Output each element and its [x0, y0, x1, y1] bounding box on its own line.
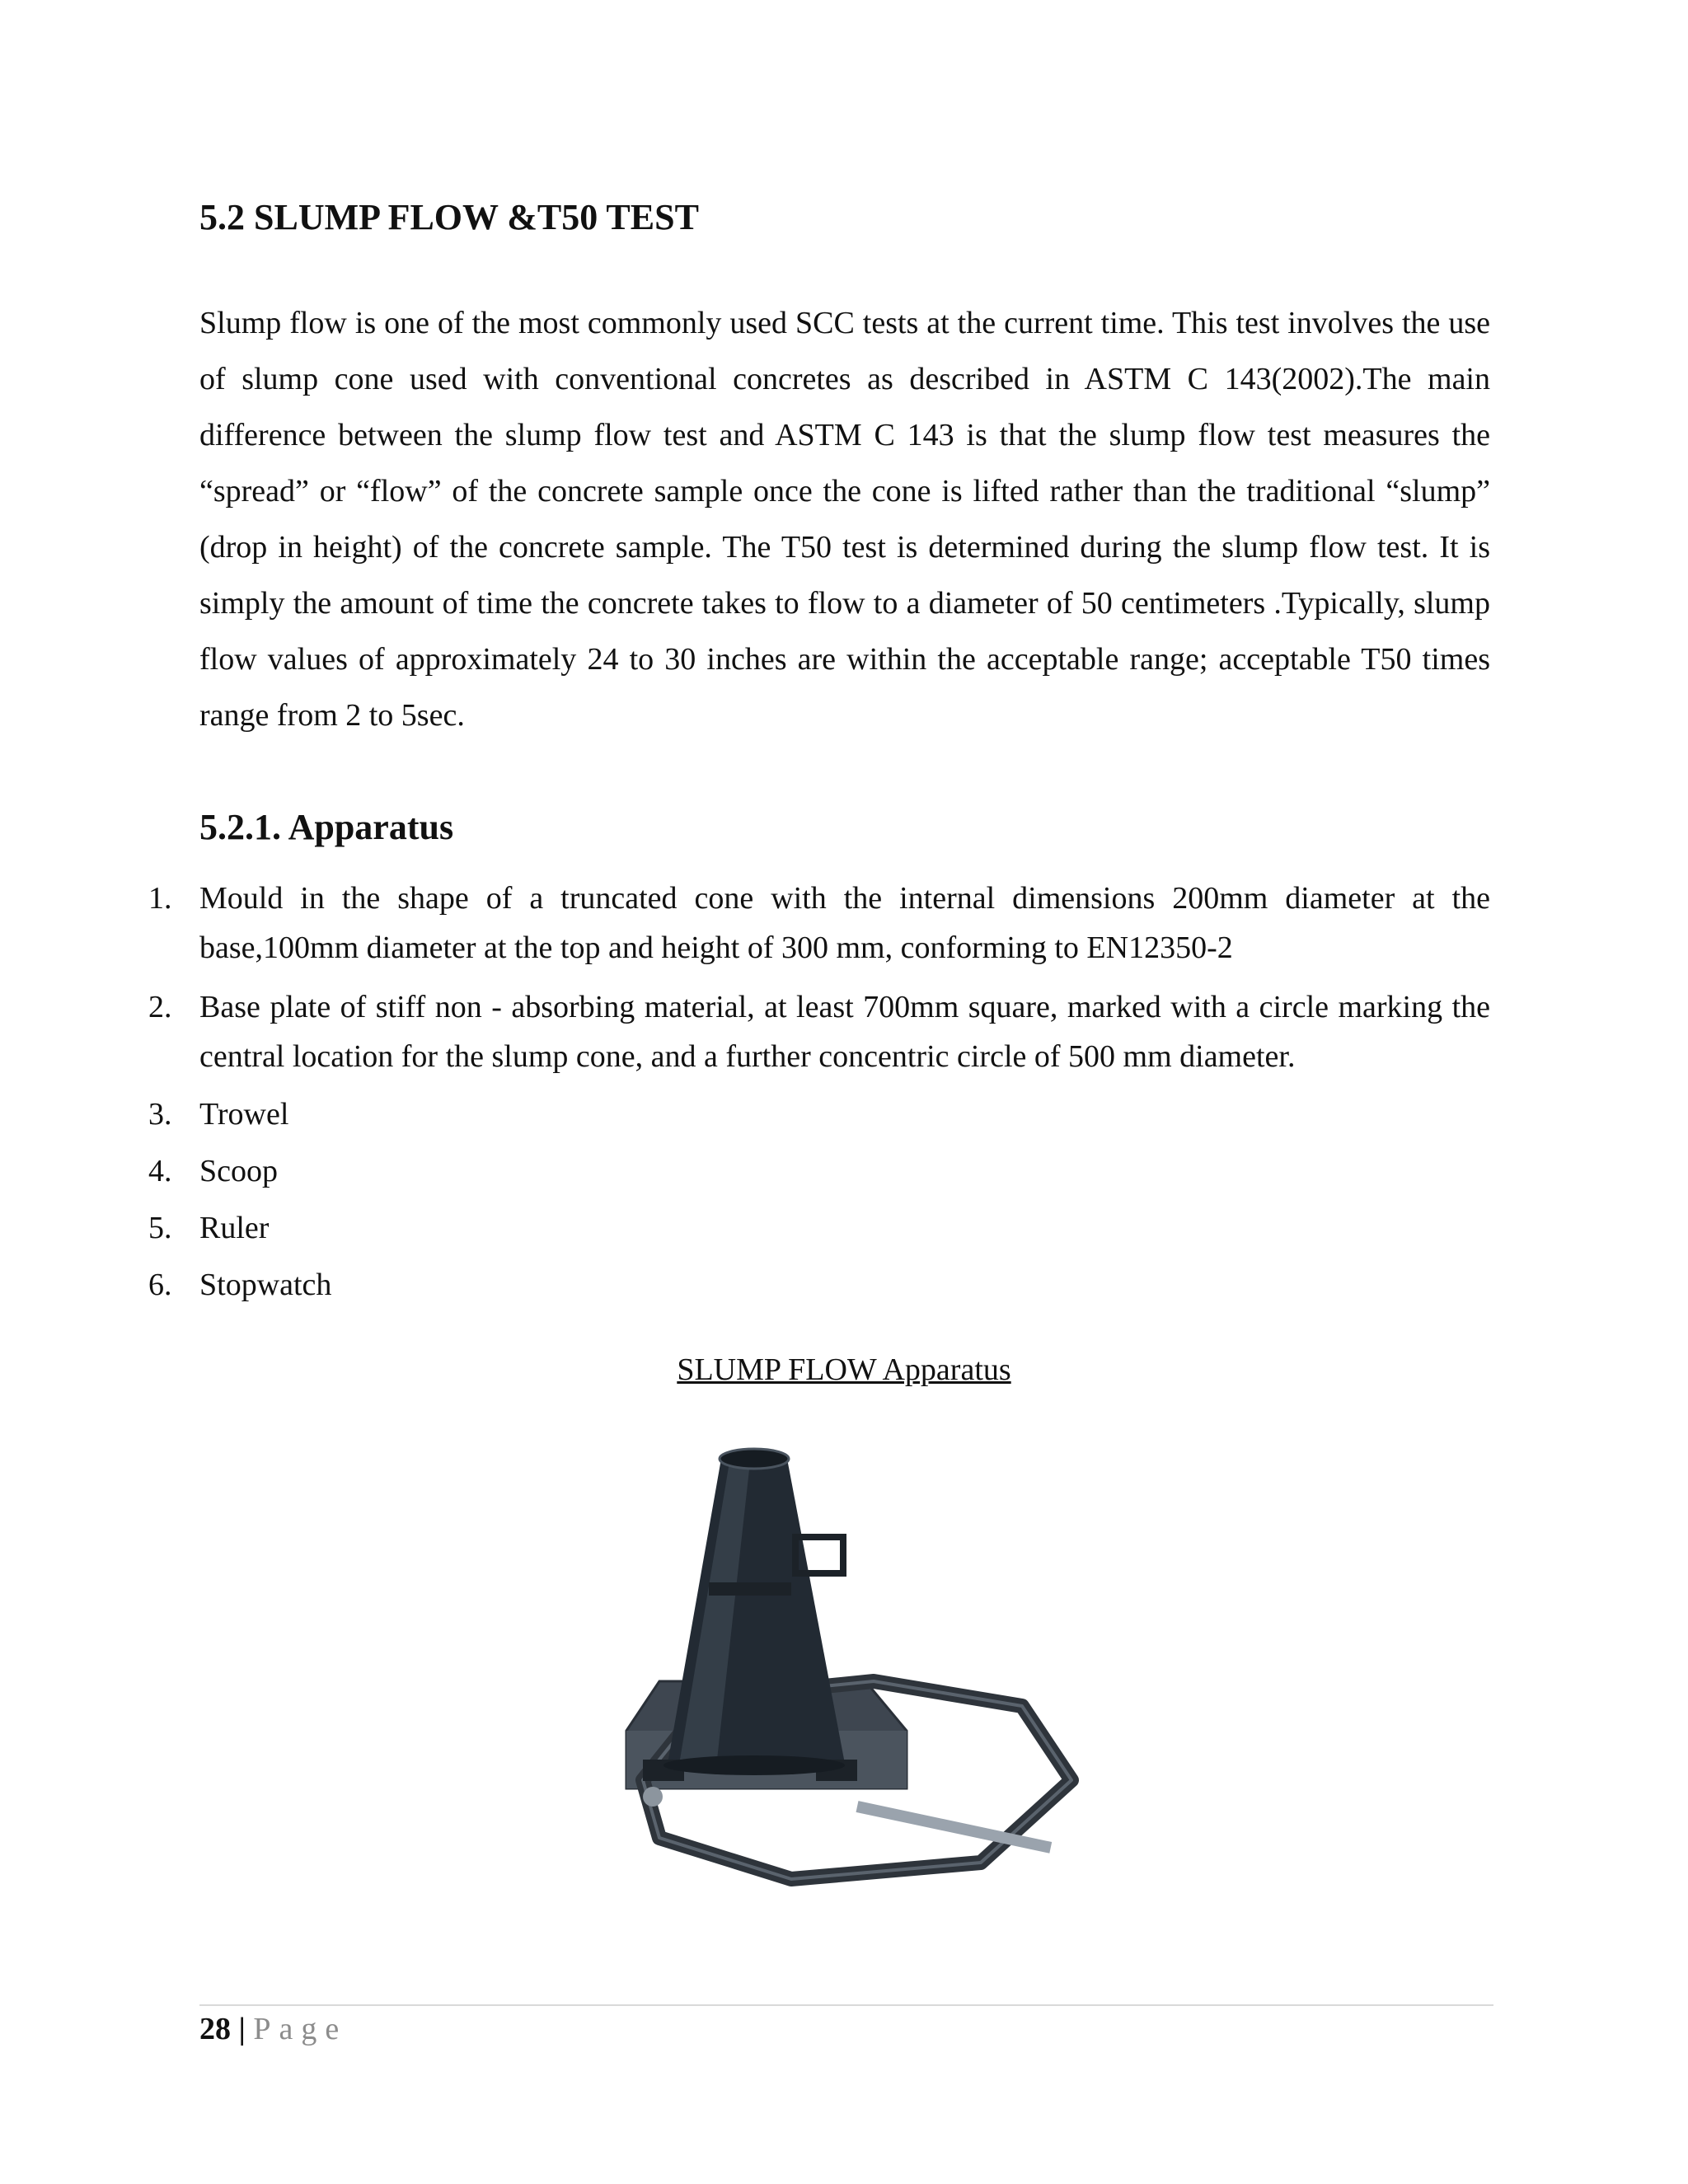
apparatus-list [148, 874, 1490, 1319]
footer-separator: | [238, 2012, 246, 2046]
list-text: Scoop [199, 1154, 278, 1188]
list-text: Mould in the shape of a truncated cone with the internal dimensions 200mm diameter at the base,100mm diameter at the top and height of 300 mm, conforming to EN12350-2 [199, 881, 1490, 965]
slump-cone-apparatus-image [593, 1434, 1088, 1896]
list-number: 2. [148, 990, 172, 1024]
section-title: 5.2 SLUMP FLOW &T50 TEST [199, 197, 699, 237]
list-number: 6. [148, 1268, 172, 1302]
list-number: 5. [148, 1211, 172, 1245]
page-footer [199, 2004, 347, 2054]
footer-divider [199, 2004, 1493, 2006]
list-item [148, 1091, 1490, 1138]
list-text: Trowel [199, 1097, 289, 1132]
page-label: Page [253, 2012, 348, 2046]
subsection-title: 5.2.1. Apparatus [199, 807, 454, 847]
figure-caption: SLUMP FLOW Apparatus [677, 1352, 1011, 1387]
list-text: Stopwatch [199, 1268, 332, 1302]
list-item [148, 1262, 1490, 1309]
list-item [148, 1148, 1490, 1195]
list-number: 3. [148, 1097, 172, 1132]
list-text: Base plate of stiff non - absorbing material, at least 700mm square, marked with a circle marking the central location for the slump cone, and a further concentric circle of 500 mm diameter. [199, 990, 1490, 1074]
list-number: 1. [148, 881, 172, 916]
section-paragraph: Slump flow is one of the most commonly used SCC tests at the current time. This test involves the use of slump cone used with conventional concretes as described in ASTM C 143(2002).The main difference between the slump flow test and ASTM C 143 is that the slump flow test measures the “spread” or “flow” of the concrete sample once the cone is lifted rather than the traditional “slump” (drop in height) of the concrete sample. The T50 test is determined during the slump flow test. It is simply the amount of time the concrete takes to flow to a diameter of 50 centimeters .Typically, slump flow values of approximately 24 to 30 inches are within the acceptable range; acceptable T50 times range from 2 to 5sec. [199, 306, 1490, 733]
list-item [148, 982, 1490, 1081]
page-number: 28 [199, 2012, 231, 2046]
cone-top-rim [720, 1449, 789, 1469]
cone-clamp [709, 1582, 791, 1596]
list-number: 4. [148, 1154, 172, 1188]
list-text: Ruler [199, 1211, 270, 1245]
list-item [148, 874, 1490, 972]
list-item [148, 1205, 1490, 1252]
